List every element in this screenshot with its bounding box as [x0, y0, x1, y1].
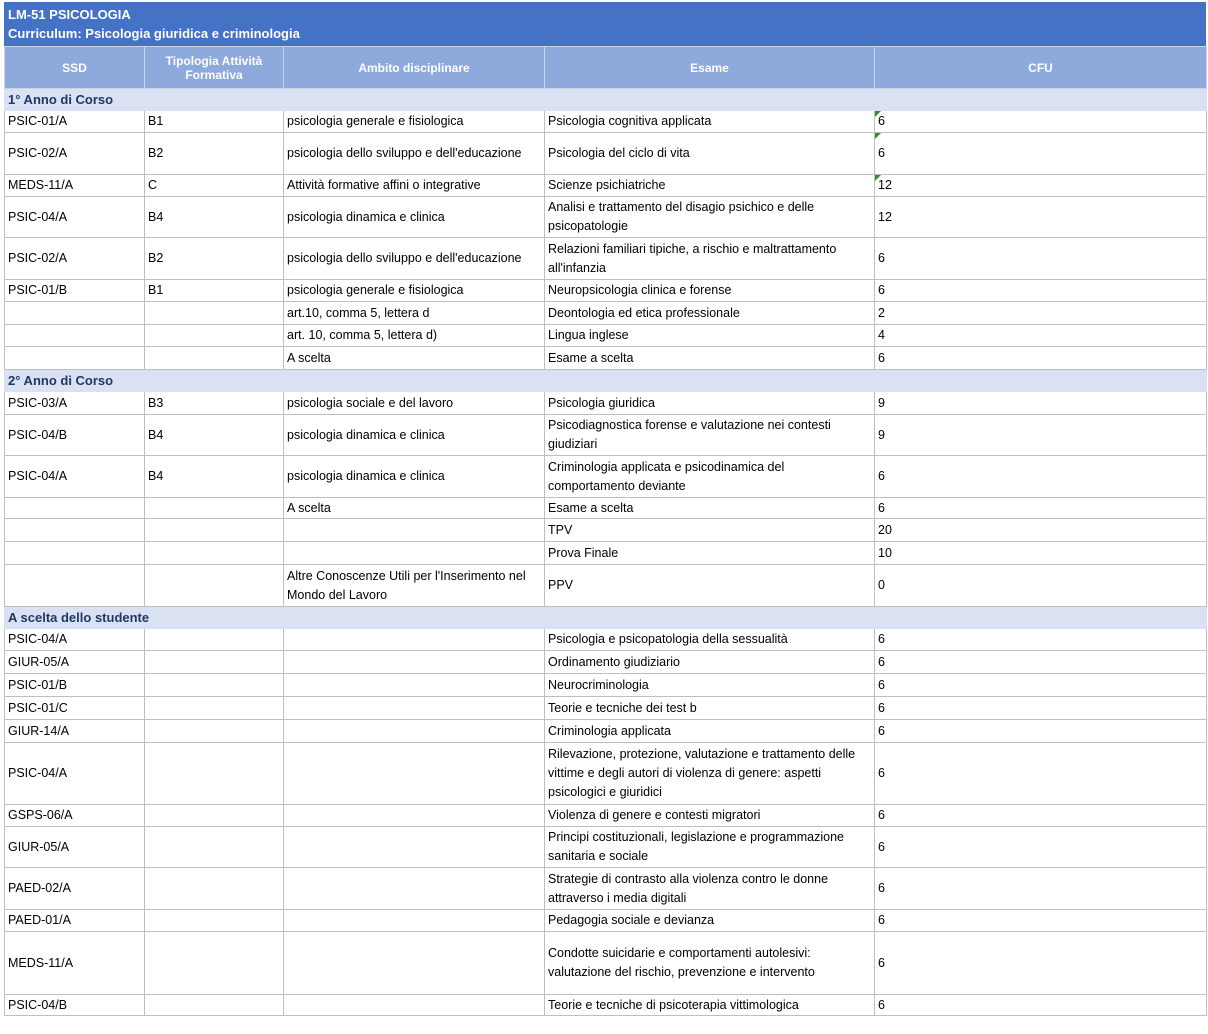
cell-ambito[interactable]	[284, 542, 545, 565]
cell-ambito[interactable]	[284, 868, 545, 910]
cell-cfu[interactable]	[875, 498, 1207, 519]
cell-esame[interactable]	[545, 197, 875, 238]
table-row	[5, 111, 1207, 133]
cell-cfu-text: 6	[878, 654, 885, 669]
cell-cfu-text: 6	[878, 500, 885, 515]
cell-tipologia[interactable]	[145, 910, 284, 932]
cell-ambito-text: psicologia dello sviluppo e dell'educazione	[287, 146, 522, 160]
cell-ambito[interactable]	[284, 674, 545, 697]
cell-ambito-text: psicologia dinamica e clinica	[287, 427, 445, 442]
cell-ssd-text: PSIC-02/A	[8, 146, 68, 160]
cell-tipologia[interactable]	[145, 868, 284, 910]
cell-ssd-text: PSIC-02/A	[8, 251, 68, 265]
cell-ssd[interactable]	[5, 697, 145, 720]
table-row	[5, 280, 1207, 302]
spreadsheet	[4, 2, 1206, 1016]
cell-cfu-text: 6	[878, 839, 885, 854]
table-row	[5, 542, 1207, 565]
cell-esame-text: Prova Finale	[548, 545, 619, 560]
cell-tipologia-text: B1	[148, 283, 164, 297]
cell-cfu[interactable]	[875, 519, 1207, 542]
curriculum-title[interactable]: Curriculum: Psicologia giuridica e criminologia	[8, 26, 300, 41]
cell-esame[interactable]	[545, 995, 875, 1016]
cell-tipologia[interactable]	[145, 697, 284, 720]
cell-esame-text: Ordinamento giudiziario	[548, 654, 681, 669]
cell-cfu-text: 6	[878, 766, 885, 780]
cell-ssd[interactable]	[5, 197, 145, 238]
cell-cfu-text: 6	[878, 723, 885, 738]
table-row	[5, 651, 1207, 674]
cell-esame-text: Psicologia giuridica	[548, 395, 656, 410]
table-row	[5, 995, 1207, 1016]
cell-esame[interactable]	[545, 175, 875, 197]
cell-ssd-text: MEDS-11/A	[8, 955, 74, 970]
cell-ambito-text: psicologia dello sviluppo e dell'educazione	[287, 251, 522, 265]
cell-tipologia-text: B2	[148, 251, 164, 265]
cell-ssd-text: GIUR-14/A	[8, 723, 70, 738]
cell-ambito[interactable]	[284, 498, 545, 519]
comment-indicator-icon	[875, 133, 881, 139]
course-title[interactable]: LM-51 PSICOLOGIA	[8, 7, 131, 22]
cell-cfu-text: 6	[878, 283, 885, 297]
cell-cfu[interactable]	[875, 302, 1207, 325]
cell-esame[interactable]	[545, 542, 875, 565]
cell-ssd-text: PSIC-01/B	[8, 677, 68, 692]
cell-cfu[interactable]	[875, 133, 1207, 175]
cell-tipologia[interactable]	[145, 392, 284, 415]
cell-ssd[interactable]	[5, 868, 145, 910]
table-row	[5, 498, 1207, 519]
cell-cfu[interactable]	[875, 392, 1207, 415]
cell-ssd-text: GSPS-06/A	[8, 808, 73, 822]
section-row	[5, 89, 1207, 111]
cell-ssd[interactable]	[5, 827, 145, 868]
cell-ssd[interactable]	[5, 542, 145, 565]
header-ambito[interactable]: Ambito disciplinare	[284, 47, 545, 89]
cell-ssd-text: PSIC-01/C	[8, 700, 68, 715]
cell-cfu[interactable]	[875, 415, 1207, 456]
cell-ambito-text: A scelta	[287, 350, 331, 365]
cell-tipologia[interactable]	[145, 519, 284, 542]
cell-cfu-text: 0	[878, 578, 885, 592]
cell-esame-text: Strategie di contrasto alla violenza contro le donne attraverso i media digitali	[548, 871, 829, 905]
cell-esame[interactable]	[545, 415, 875, 456]
cell-cfu[interactable]	[875, 868, 1207, 910]
cell-esame[interactable]	[545, 302, 875, 325]
cell-tipologia-text: B1	[148, 114, 164, 128]
cell-cfu-text: 12	[878, 209, 892, 224]
cell-esame-text: Teorie e tecniche di psicoterapia vittimologica	[548, 997, 799, 1012]
header-ssd[interactable]: SSD	[5, 47, 145, 89]
cell-cfu[interactable]	[875, 456, 1207, 498]
cell-ssd[interactable]	[5, 238, 145, 280]
cell-cfu[interactable]	[875, 280, 1207, 302]
cell-tipologia[interactable]	[145, 133, 284, 175]
cell-esame-text: Rilevazione, protezione, valutazione e trattamento delle vittime e degli autori di violenza di genere: aspetti psicologici e giuridici	[548, 747, 856, 799]
cell-cfu-text: 2	[878, 305, 885, 320]
cell-cfu-text: 6	[878, 114, 885, 128]
cell-tipologia-text: C	[148, 178, 158, 192]
cell-esame[interactable]	[545, 697, 875, 720]
cell-ambito[interactable]	[284, 280, 545, 302]
cell-cfu-text: 6	[878, 677, 885, 692]
cell-cfu[interactable]	[875, 697, 1207, 720]
cell-esame-text: Esame a scelta	[548, 350, 634, 365]
cell-esame[interactable]	[545, 720, 875, 743]
cell-esame-text: Esame a scelta	[548, 500, 634, 515]
cell-tipologia[interactable]	[145, 197, 284, 238]
cell-cfu[interactable]	[875, 910, 1207, 932]
table-row	[5, 238, 1207, 280]
cell-ssd-text: MEDS-11/A	[8, 178, 74, 192]
cell-tipologia-text: B4	[148, 469, 164, 483]
cell-cfu-text: 12	[878, 178, 892, 192]
cell-cfu-text: 10	[878, 545, 892, 560]
table-row	[5, 456, 1207, 498]
cell-cfu[interactable]	[875, 720, 1207, 743]
cell-cfu-text: 6	[878, 146, 885, 160]
title-block	[4, 2, 1206, 46]
cell-cfu-text: 6	[878, 632, 885, 646]
cell-esame[interactable]	[545, 565, 875, 607]
cell-cfu-text: 9	[878, 395, 885, 410]
header-row	[5, 47, 1207, 89]
table-row	[5, 805, 1207, 827]
cell-ambito[interactable]	[284, 415, 545, 456]
section-label[interactable]: 2° Anno di Corso	[5, 370, 1207, 392]
cell-esame[interactable]	[545, 827, 875, 868]
cell-ambito[interactable]	[284, 302, 545, 325]
cell-ambito-text: A scelta	[287, 500, 331, 515]
cell-tipologia[interactable]	[145, 720, 284, 743]
cell-cfu[interactable]	[875, 542, 1207, 565]
table-row	[5, 175, 1207, 197]
cell-cfu[interactable]	[875, 651, 1207, 674]
cell-cfu[interactable]	[875, 827, 1207, 868]
cell-tipologia[interactable]	[145, 651, 284, 674]
cell-cfu-text: 4	[878, 328, 885, 342]
comment-indicator-icon	[875, 175, 881, 181]
header-esame[interactable]: Esame	[545, 47, 875, 89]
cell-esame[interactable]	[545, 910, 875, 932]
cell-tipologia[interactable]	[145, 995, 284, 1016]
cell-ssd-text: GIUR-05/A	[8, 839, 70, 854]
cell-cfu-text: 9	[878, 427, 885, 442]
cell-ambito[interactable]	[284, 392, 545, 415]
cell-ambito[interactable]	[284, 238, 545, 280]
cell-ssd[interactable]	[5, 280, 145, 302]
cell-tipologia[interactable]	[145, 325, 284, 347]
table-row	[5, 133, 1207, 175]
cell-tipologia[interactable]	[145, 827, 284, 868]
table-row	[5, 415, 1207, 456]
cell-tipologia-text: B4	[148, 427, 164, 442]
cell-tipologia[interactable]	[145, 238, 284, 280]
section-label[interactable]: A scelta dello studente	[5, 607, 1207, 629]
section-row	[5, 607, 1207, 629]
cell-ambito[interactable]	[284, 697, 545, 720]
cell-cfu[interactable]	[875, 325, 1207, 347]
cell-esame-text: Principi costituzionali, legislazione e programmazione sanitaria e sociale	[548, 830, 844, 863]
header-tipologia[interactable]: Tipologia Attività Formativa	[145, 47, 284, 89]
cell-esame[interactable]	[545, 519, 875, 542]
cell-esame[interactable]	[545, 651, 875, 674]
comment-indicator-icon	[875, 111, 881, 117]
cell-cfu[interactable]	[875, 932, 1207, 995]
cell-tipologia[interactable]	[145, 743, 284, 805]
cell-cfu[interactable]	[875, 629, 1207, 651]
cell-tipologia[interactable]	[145, 674, 284, 697]
cell-ssd-text: PSIC-04/A	[8, 766, 68, 780]
cell-tipologia[interactable]	[145, 415, 284, 456]
cell-tipologia[interactable]	[145, 542, 284, 565]
cell-ssd[interactable]	[5, 175, 145, 197]
cell-ambito[interactable]	[284, 519, 545, 542]
table-body	[5, 89, 1207, 1016]
cell-ambito[interactable]	[284, 720, 545, 743]
cell-ssd-text: PSIC-04/B	[8, 997, 68, 1012]
cell-ambito[interactable]	[284, 197, 545, 238]
cell-tipologia[interactable]	[145, 805, 284, 827]
cell-esame[interactable]	[545, 743, 875, 805]
cell-ambito-text: art.10, comma 5, lettera d	[287, 305, 430, 320]
cell-cfu-text: 20	[878, 522, 892, 537]
cell-ssd[interactable]	[5, 347, 145, 370]
cell-ambito[interactable]	[284, 651, 545, 674]
curriculum-table	[4, 46, 1207, 1016]
cell-ambito-text: art. 10, comma 5, lettera d)	[287, 328, 438, 342]
cell-ambito-text: psicologia dinamica e clinica	[287, 469, 445, 483]
cell-ambito-text: psicologia sociale e del lavoro	[287, 395, 454, 410]
table-row	[5, 197, 1207, 238]
table-row	[5, 629, 1207, 651]
header-cfu[interactable]: CFU	[875, 47, 1207, 89]
cell-cfu-text: 6	[878, 808, 885, 822]
table-row	[5, 302, 1207, 325]
cell-ssd[interactable]	[5, 456, 145, 498]
cell-tipologia[interactable]	[145, 456, 284, 498]
table-row	[5, 697, 1207, 720]
table-row	[5, 392, 1207, 415]
cell-esame[interactable]	[545, 805, 875, 827]
cell-ambito-text: psicologia generale e fisiologica	[287, 283, 464, 297]
cell-esame-text: Criminologia applicata e psicodinamica del comportamento deviante	[548, 459, 785, 493]
cell-cfu-text: 6	[878, 350, 885, 365]
cell-ssd-text: PSIC-04/A	[8, 469, 68, 483]
cell-ambito[interactable]	[284, 743, 545, 805]
cell-esame[interactable]	[545, 347, 875, 370]
cell-esame[interactable]	[545, 325, 875, 347]
cell-esame-text: Neurocriminologia	[548, 677, 649, 692]
cell-tipologia[interactable]	[145, 111, 284, 133]
table-row	[5, 720, 1207, 743]
cell-tipologia[interactable]	[145, 280, 284, 302]
cell-ambito[interactable]	[284, 111, 545, 133]
cell-ambito-text: Altre Conoscenze Utili per l'Inserimento nel Mondo del Lavoro	[287, 568, 526, 602]
cell-esame-text: TPV	[548, 522, 573, 537]
cell-esame[interactable]	[545, 238, 875, 280]
cell-ambito-text: psicologia dinamica e clinica	[287, 209, 445, 224]
cell-ssd[interactable]	[5, 565, 145, 607]
cell-ssd-text: GIUR-05/A	[8, 654, 70, 669]
cell-esame-text: Psicologia del ciclo di vita	[548, 146, 690, 160]
cell-esame-text: Lingua inglese	[548, 328, 629, 342]
cell-cfu[interactable]	[875, 805, 1207, 827]
table-row	[5, 674, 1207, 697]
cell-esame-text: Teorie e tecniche dei test b	[548, 700, 697, 715]
cell-cfu[interactable]	[875, 995, 1207, 1016]
cell-ssd-text: PAED-01/A	[8, 913, 71, 927]
table-row	[5, 743, 1207, 805]
cell-ssd[interactable]	[5, 519, 145, 542]
cell-tipologia[interactable]	[145, 175, 284, 197]
cell-esame[interactable]	[545, 629, 875, 651]
cell-ssd-text: PSIC-04/B	[8, 427, 68, 442]
cell-ssd[interactable]	[5, 302, 145, 325]
cell-cfu-text: 6	[878, 251, 885, 265]
table-row	[5, 347, 1207, 370]
cell-esame[interactable]	[545, 133, 875, 175]
cell-ssd-text: PSIC-04/A	[8, 209, 68, 224]
cell-ssd[interactable]	[5, 111, 145, 133]
cell-ssd[interactable]	[5, 392, 145, 415]
cell-esame-text: Violenza di genere e contesti migratori	[548, 808, 761, 822]
cell-ambito[interactable]	[284, 932, 545, 995]
cell-ssd-text: PAED-02/A	[8, 881, 71, 895]
table-row	[5, 827, 1207, 868]
cell-cfu-text: 6	[878, 997, 885, 1012]
cell-esame-text: Relazioni familiari tipiche, a rischio e maltrattamento all'infanzia	[548, 241, 837, 275]
cell-ambito[interactable]	[284, 456, 545, 498]
cell-ambito-text: Attività formative affini o integrative	[287, 178, 481, 192]
table-row	[5, 519, 1207, 542]
cell-ssd[interactable]	[5, 932, 145, 995]
cell-esame-text: Scienze psichiatriche	[548, 178, 666, 192]
cell-ambito[interactable]	[284, 133, 545, 175]
cell-ssd[interactable]	[5, 629, 145, 651]
section-row	[5, 370, 1207, 392]
cell-esame-text: Criminologia applicata	[548, 723, 671, 738]
cell-ssd-text: PSIC-04/A	[8, 632, 68, 646]
cell-cfu-text: 6	[878, 469, 885, 483]
cell-cfu-text: 6	[878, 881, 885, 895]
cell-esame-text: Psicologia cognitiva applicata	[548, 114, 712, 128]
table-row	[5, 565, 1207, 607]
cell-cfu-text: 6	[878, 955, 885, 970]
cell-ambito[interactable]	[284, 629, 545, 651]
cell-ssd[interactable]	[5, 325, 145, 347]
cell-cfu[interactable]	[875, 743, 1207, 805]
cell-tipologia[interactable]	[145, 932, 284, 995]
cell-cfu[interactable]	[875, 175, 1207, 197]
cell-esame[interactable]	[545, 111, 875, 133]
cell-esame-text: Analisi e trattamento del disagio psichico e delle psicopatologie	[548, 200, 815, 233]
cell-ssd[interactable]	[5, 498, 145, 519]
cell-ssd[interactable]	[5, 651, 145, 674]
cell-esame-text: Neuropsicologia clinica e forense	[548, 283, 732, 297]
cell-esame[interactable]	[545, 456, 875, 498]
cell-esame-text: PPV	[548, 578, 574, 592]
cell-ssd[interactable]	[5, 995, 145, 1016]
cell-cfu-text: 6	[878, 700, 885, 715]
cell-ssd[interactable]	[5, 805, 145, 827]
table-row	[5, 325, 1207, 347]
cell-ambito[interactable]	[284, 347, 545, 370]
section-label[interactable]: 1° Anno di Corso	[5, 89, 1207, 111]
cell-tipologia[interactable]	[145, 347, 284, 370]
cell-esame-text: Psicologia e psicopatologia della sessualità	[548, 632, 788, 646]
cell-ssd-text: PSIC-03/A	[8, 395, 68, 410]
cell-ssd[interactable]	[5, 133, 145, 175]
cell-ssd-text: PSIC-01/B	[8, 283, 68, 297]
cell-ambito[interactable]	[284, 565, 545, 607]
cell-ssd[interactable]	[5, 674, 145, 697]
cell-cfu[interactable]	[875, 674, 1207, 697]
cell-tipologia-text: B3	[148, 395, 164, 410]
cell-esame[interactable]	[545, 674, 875, 697]
cell-tipologia[interactable]	[145, 498, 284, 519]
cell-cfu-text: 6	[878, 913, 885, 927]
cell-tipologia-text: B2	[148, 146, 164, 160]
cell-esame-text: Deontologia ed etica professionale	[548, 305, 740, 320]
cell-ambito[interactable]	[284, 325, 545, 347]
cell-esame[interactable]	[545, 932, 875, 995]
cell-tipologia-text: B4	[148, 209, 164, 224]
cell-tipologia[interactable]	[145, 302, 284, 325]
cell-cfu[interactable]	[875, 197, 1207, 238]
cell-ambito[interactable]	[284, 995, 545, 1016]
cell-cfu[interactable]	[875, 565, 1207, 607]
table-row	[5, 868, 1207, 910]
cell-ambito[interactable]	[284, 827, 545, 868]
table-row	[5, 932, 1207, 995]
cell-tipologia[interactable]	[145, 565, 284, 607]
cell-ambito[interactable]	[284, 175, 545, 197]
table-row	[5, 910, 1207, 932]
cell-ssd[interactable]	[5, 720, 145, 743]
cell-ambito-text: psicologia generale e fisiologica	[287, 114, 464, 128]
cell-ambito[interactable]	[284, 910, 545, 932]
cell-cfu[interactable]	[875, 111, 1207, 133]
cell-ambito[interactable]	[284, 805, 545, 827]
cell-cfu[interactable]	[875, 238, 1207, 280]
cell-esame[interactable]	[545, 280, 875, 302]
cell-ssd[interactable]	[5, 415, 145, 456]
cell-esame[interactable]	[545, 868, 875, 910]
cell-esame-text: Pedagogia sociale e devianza	[548, 913, 715, 927]
cell-esame-text: Psicodiagnostica forense e valutazione nei contesti giudiziari	[548, 418, 831, 451]
cell-ssd[interactable]	[5, 743, 145, 805]
cell-ssd-text: PSIC-01/A	[8, 114, 68, 128]
cell-esame[interactable]	[545, 498, 875, 519]
cell-esame[interactable]	[545, 392, 875, 415]
cell-tipologia[interactable]	[145, 629, 284, 651]
cell-ssd[interactable]	[5, 910, 145, 932]
cell-cfu[interactable]	[875, 347, 1207, 370]
cell-esame-text: Condotte suicidarie e comportamenti autolesivi: valutazione del rischio, prevenzione e intervento	[548, 946, 815, 979]
